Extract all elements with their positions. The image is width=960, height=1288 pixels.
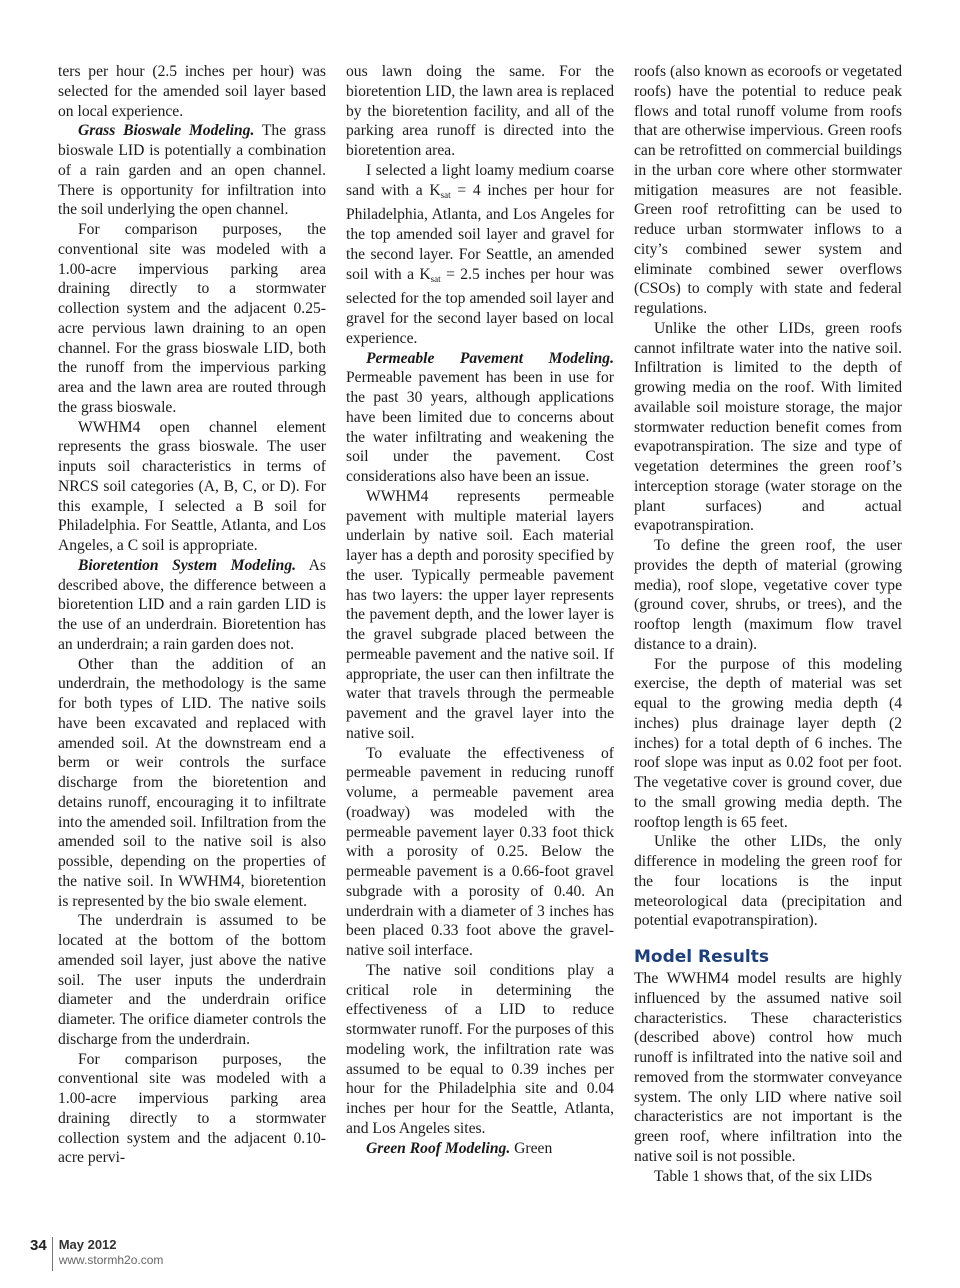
subscript: sat <box>430 273 441 284</box>
subscript: sat <box>440 189 451 200</box>
website-url[interactable]: www.stormh2o.com <box>58 1253 164 1267</box>
paragraph: Other than the addition of an underdrain, the methodology is the same for both types of LID. The native soils have been excavated and replaced with amended soil. At the downstream end a berm or weir controls the surface discharge from the bioretention and detains runoff, encouraging it to infiltrate into the amended soil. Infiltration from the amended soil to the native soil is also possible, depending on the properties of the native soil. In WWHM4, bioretention is represented by the bio swale element. <box>58 655 326 910</box>
paragraph: Table 1 shows that, of the six LIDs <box>654 1167 873 1185</box>
paragraph: To evaluate the effectiveness of permeable pavement in reducing runoff volume, a permeable pavement area (roadway) was modeled with the permeable pavement layer 0.33 foot thick with a porosity of 0.25. Below the permeable pavement is a 0.66-foot gravel subgrade with a porosity of 0.40. An underdrain with a diameter of 3 inches has been placed 0.33 foot above the gravel-native soil interface. <box>346 744 614 959</box>
paragraph: Green Roof Modeling. Green <box>366 1139 553 1157</box>
column-1 <box>58 62 326 1168</box>
paragraph: WWHM4 open channel element represents the grass bioswale. The user inputs soil characteristics in terms of NRCS soil categories (A, B, C, or D). For this example, I selected a B soil for Philadelphia. For Seattle, Atlanta, and Los Angeles, a C soil is appropriate. <box>58 418 326 554</box>
section-run-in-heading: Bioretention System Modeling. <box>78 556 297 574</box>
paragraph: ous lawn doing the same. For the bioretention LID, the lawn area is replaced by the bioretention facility, and all of the parking area runoff is directed into the bioretention area. <box>346 63 614 159</box>
paragraph: To define the green roof, the user provides the depth of material (growing media), roof slope, vegetative cover type (ground cover, shrubs, or trees), and the rooftop length (maximum flow travel distance to a drain). <box>634 537 902 653</box>
paragraph: For comparison purposes, the conventional site was modeled with a 1.00-acre impervious parking area draining directly to a stormwater collection system and the adjacent 0.25-acre pervious lawn draining to an open channel. For the grass bioswale LID, both the runoff from the impervious parking area and the lawn area are routed through the grass bioswale. <box>58 221 326 416</box>
paragraph: Bioretention System Modeling. As described above, the difference between a bioretention LID and a rain garden LID is the use of an underdrain. Bioretention has an underdrain; a rain garden does not. <box>58 556 326 653</box>
paragraph: For the purpose of this modeling exercise, the depth of material was set equal to the growing media depth (4 inches) plus drainage layer depth (2 inches) for a total depth of 6 inches. The roof slope was input as 0.02 foot per foot. The vegetative cover is ground cover, due to the small growing media depth. The rooftop length is 65 feet. <box>634 655 902 831</box>
paragraph: For comparison purposes, the conventional site was modeled with a 1.00-acre impervious parking area draining directly to a stormwater collection system and the adjacent 0.10-acre pervi- <box>58 1050 326 1167</box>
paragraph: roofs (also known as ecoroofs or vegetated roofs) have the potential to reduce peak flows and total runoff volume from roofs that are otherwise impervious. Green roofs can be retrofitted on commercial buildings in the urban core where other stormwater mitigation measures are not feasible. Green roof retrofitting can be used to reduce urban stormwater inflows to a city’s combined sewer system and eliminate combined sewer overflows (CSOs) to comply with state and federal regulations. <box>634 63 902 317</box>
paragraph: Unlike the other LIDs, the only difference in modeling the green roof for the four locations is the input meteorological data (precipitation and potential evapotranspiration). <box>634 833 902 930</box>
column-2 <box>346 62 614 1158</box>
section-heading: Model Results <box>634 947 769 967</box>
section-run-in-heading: Permeable Pavement Modeling. <box>366 349 614 367</box>
page-number: 34 <box>30 1237 47 1254</box>
paragraph: WWHM4 represents permeable pavement with multiple material layers underlain by native soil. Each material layer has a depth and porosity specified by the user. Typically permeable pavement has two layers: the upper layer represents the pavement depth, and the lower layer is the gravel subgrade placed between the permeable pavement and the native soil. If appropriate, the user can then infiltrate the water that travels through the permeable pavement and the gravel layer into the native soil. <box>346 487 614 742</box>
paragraph: I selected a light loamy medium coarse sand with a $K_{sat} = 4$ inches per hour for Philadelphia, Atlanta, and Los Angeles for the top amended soil layer and gravel for the second layer. For Seattle, an amended soil with a $K_{sat} = 2.5$ inches per hour was selected for the top amended soil layer and gravel for the second layer based on local experience. <box>346 161 614 347</box>
issue-date: May 2012 <box>58 1237 117 1252</box>
paragraph: The native soil conditions play a critical role in determining the effectiveness of a LID to reduce stormwater runoff. For the purposes of this modeling work, the infiltration rate was assumed to be equal to 0.39 inches per hour for the Philadelphia site and 0.04 inches per hour for the Seattle, Atlanta, and Los Angeles sites. <box>346 961 614 1137</box>
footer-divider <box>52 1237 53 1271</box>
section-run-in-heading: Grass Bioswale Modeling. <box>78 122 255 140</box>
column-3 <box>634 62 902 1186</box>
paragraph: Unlike the other LIDs, green roofs cannot infiltrate water into the native soil. Infiltration is limited to the depth of growing media on the roof. With limited available soil moisture storage, the major stormwater reduction benefit comes from evapotranspiration. The size and type of vegetation determines the green roof’s interception storage (water storage on the plant surfaces) and actual evapotranspiration. <box>634 319 902 535</box>
page-footer <box>30 1237 163 1271</box>
paragraph: The WWHM4 model results are highly influenced by the assumed native soil characteristics. These characteristics (described above) control how much runoff is infiltrated into the native soil and removed from the stormwater conveyance system. The only LID where native soil characteristics are not important is the green roof, where infiltration into the native soil is not possible. <box>634 970 902 1165</box>
paragraph: The underdrain is assumed to be located at the bottom of the bottom amended soil layer, just above the native soil. The user inputs the underdrain diameter and the underdrain orifice diameter. The orifice diameter controls the discharge from the underdrain. <box>58 912 326 1048</box>
paragraph: Permeable Pavement Modeling. Permeable pavement has been in use for the past 30 years, although applications have been limited due to concerns about the water infiltrating and weakening the soil under the pavement. Cost considerations also have been an issue. <box>346 349 614 485</box>
section-run-in-heading: Green Roof Modeling. <box>366 1139 511 1157</box>
footer-info <box>59 1237 164 1268</box>
paragraph: ters per hour (2.5 inches per hour) was selected for the amended soil layer based on local experience. <box>58 63 326 120</box>
paragraph: Grass Bioswale Modeling. The grass bioswale LID is potentially a combination of a rain garden and an open channel. There is opportunity for infiltration into the soil underlying the open channel. <box>58 122 326 219</box>
